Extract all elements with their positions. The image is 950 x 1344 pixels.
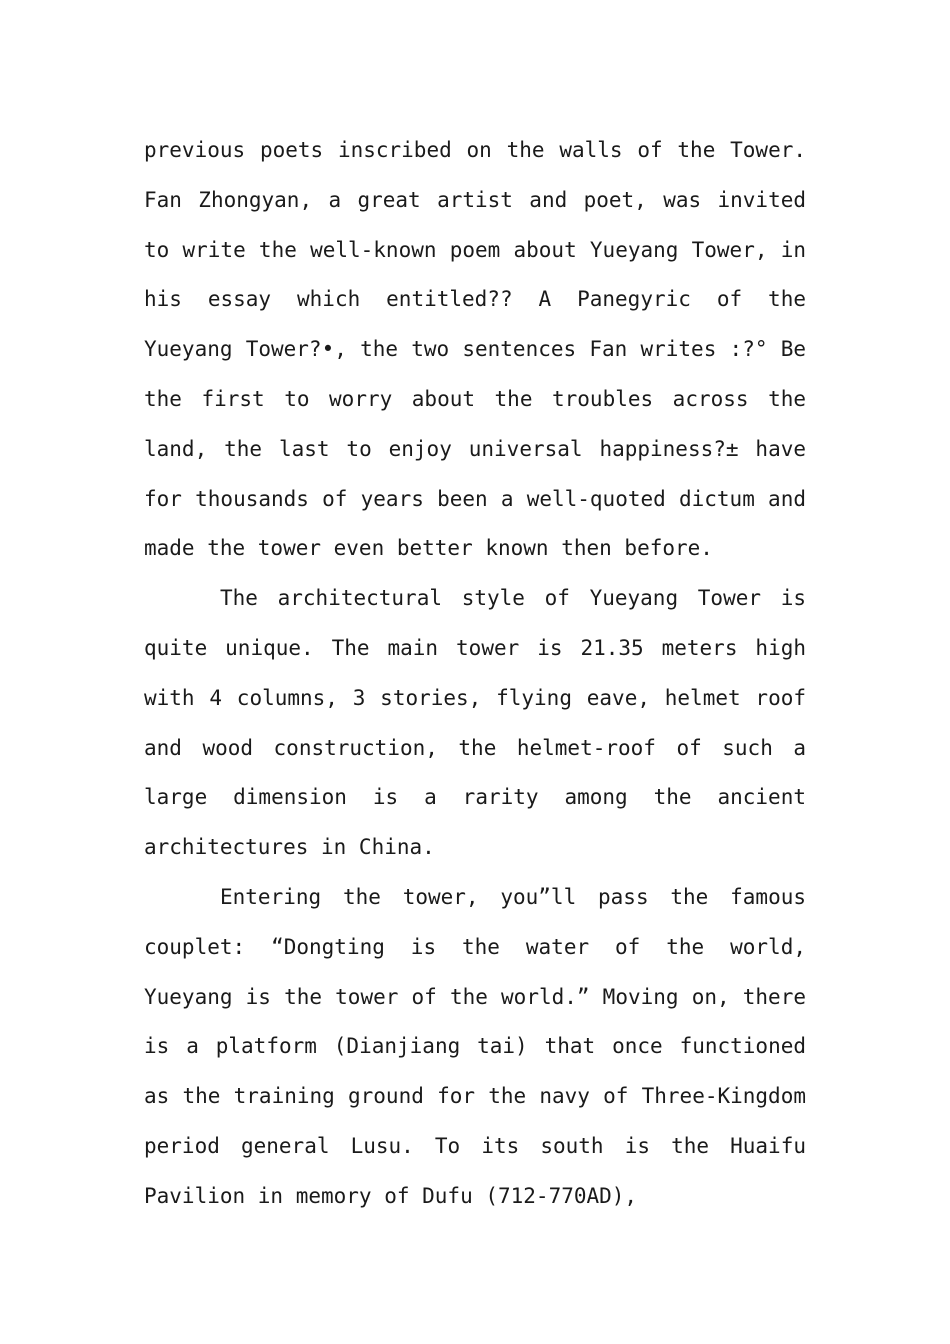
paragraph-fan-zhongyan: previous poets inscribed on the walls of the Tower. Fan Zhongyan, a great artist and poet, was invited to write the well-known poem about Yueyang Tower, in his essay which entitled?? A Panegyric of the Yueyang Tower?•, the two sentences Fan writes :?° Be the first to worry about the troubles across the land, the last to enjoy universal happiness?± have for thousands of years been a well-quoted dictum and made the tower even better known then before. <box>144 138 806 561</box>
body-text <box>144 126 806 1222</box>
paragraph-entering-tower: Entering the tower, you”ll pass the famous couplet: “Dongting is the water of the world, Yueyang is the tower of the world.” Moving on, there is a platform (Dianjiang tai) that once functioned as the training ground for the navy of Three-Kingdom period general Lusu. To its south is the Huaifu Pavilion in memory of Dufu (712-770AD), <box>144 884 806 1208</box>
paragraph-architectural-style: The architectural style of Yueyang Tower is quite unique. The main tower is 21.35 meters high with 4 columns, 3 stories, flying eave, helmet roof and wood construction, the helmet-roof of such a large dimension is a rarity among the ancient architectures in China. <box>144 586 806 860</box>
